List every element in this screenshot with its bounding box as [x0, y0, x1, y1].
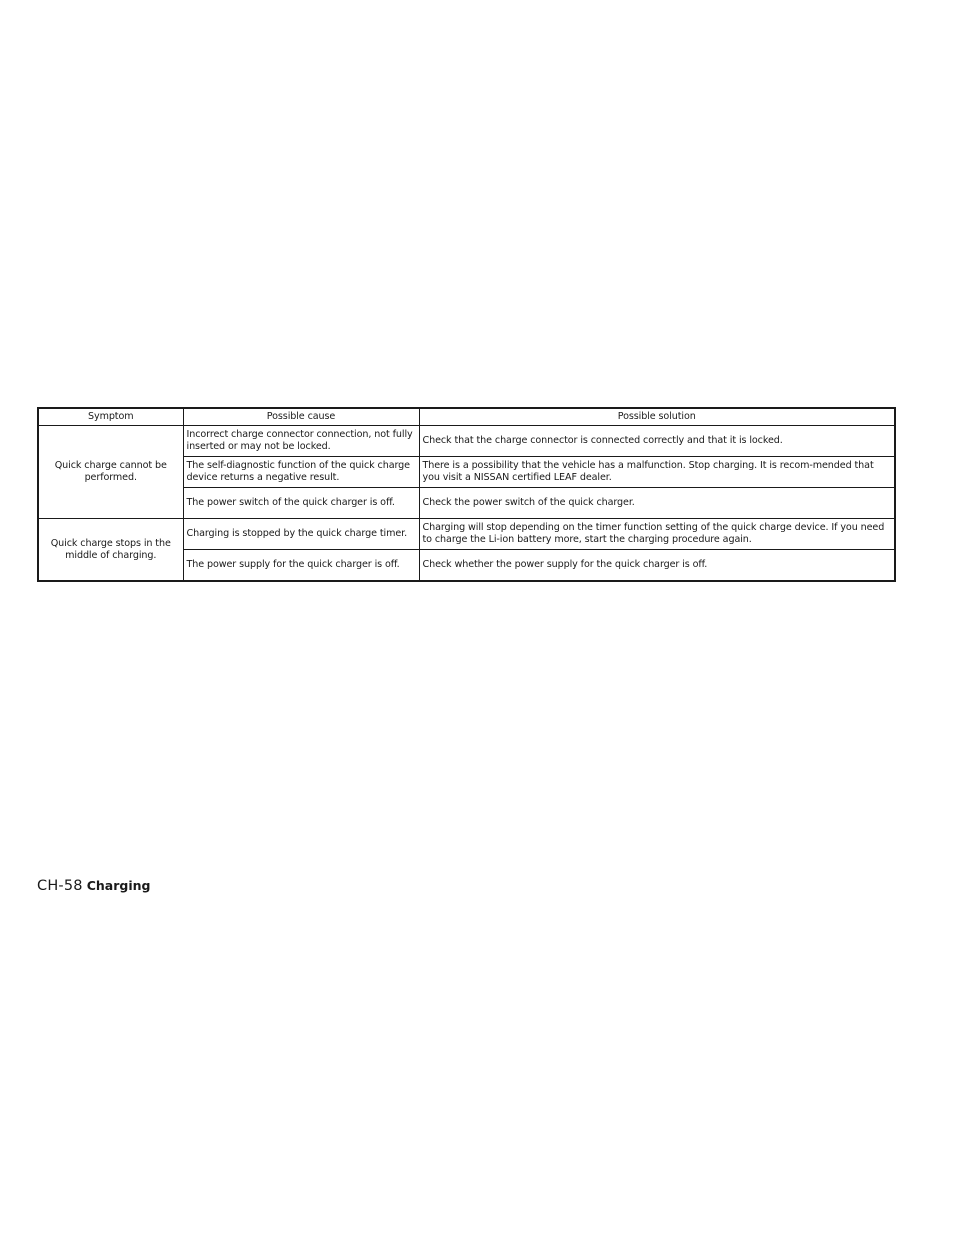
troubleshooting-table-container — [37, 407, 894, 582]
solution-cell: Check the power switch of the quick charger. — [419, 488, 895, 519]
cause-cell: Incorrect charge connector connection, not fully inserted or may not be locked. — [183, 426, 419, 457]
solution-cell: There is a possibility that the vehicle has a malfunction. Stop charging. It is recom-mended that you visit a NISSAN certified LEAF dealer. — [419, 457, 895, 488]
solution-cell: Check whether the power supply for the quick charger is off. — [419, 550, 895, 582]
cause-cell: The power supply for the quick charger is off. — [183, 550, 419, 582]
solution-cell: Check that the charge connector is connected correctly and that it is locked. — [419, 426, 895, 457]
page-footer — [37, 875, 150, 894]
header-symptom: Symptom — [38, 408, 183, 426]
cause-cell: The self-diagnostic function of the quick charge device returns a negative result. — [183, 457, 419, 488]
cause-cell: The power switch of the quick charger is off. — [183, 488, 419, 519]
symptom-cell: Quick charge stops in the middle of charging. — [38, 519, 183, 582]
table-row — [38, 519, 895, 550]
header-possible-solution: Possible solution — [419, 408, 895, 426]
table-header-row — [38, 408, 895, 426]
header-possible-cause: Possible cause — [183, 408, 419, 426]
table-row — [38, 426, 895, 457]
cause-cell: Charging is stopped by the quick charge timer. — [183, 519, 419, 550]
section-title: Charging — [86, 878, 151, 893]
troubleshooting-table — [37, 407, 896, 582]
page-number: CH-58 — [37, 878, 83, 894]
solution-cell: Charging will stop depending on the timer function setting of the quick charge device. If you need to charge the Li-ion battery more, start the charging procedure again. — [419, 519, 895, 550]
symptom-cell: Quick charge cannot be performed. — [38, 426, 183, 519]
